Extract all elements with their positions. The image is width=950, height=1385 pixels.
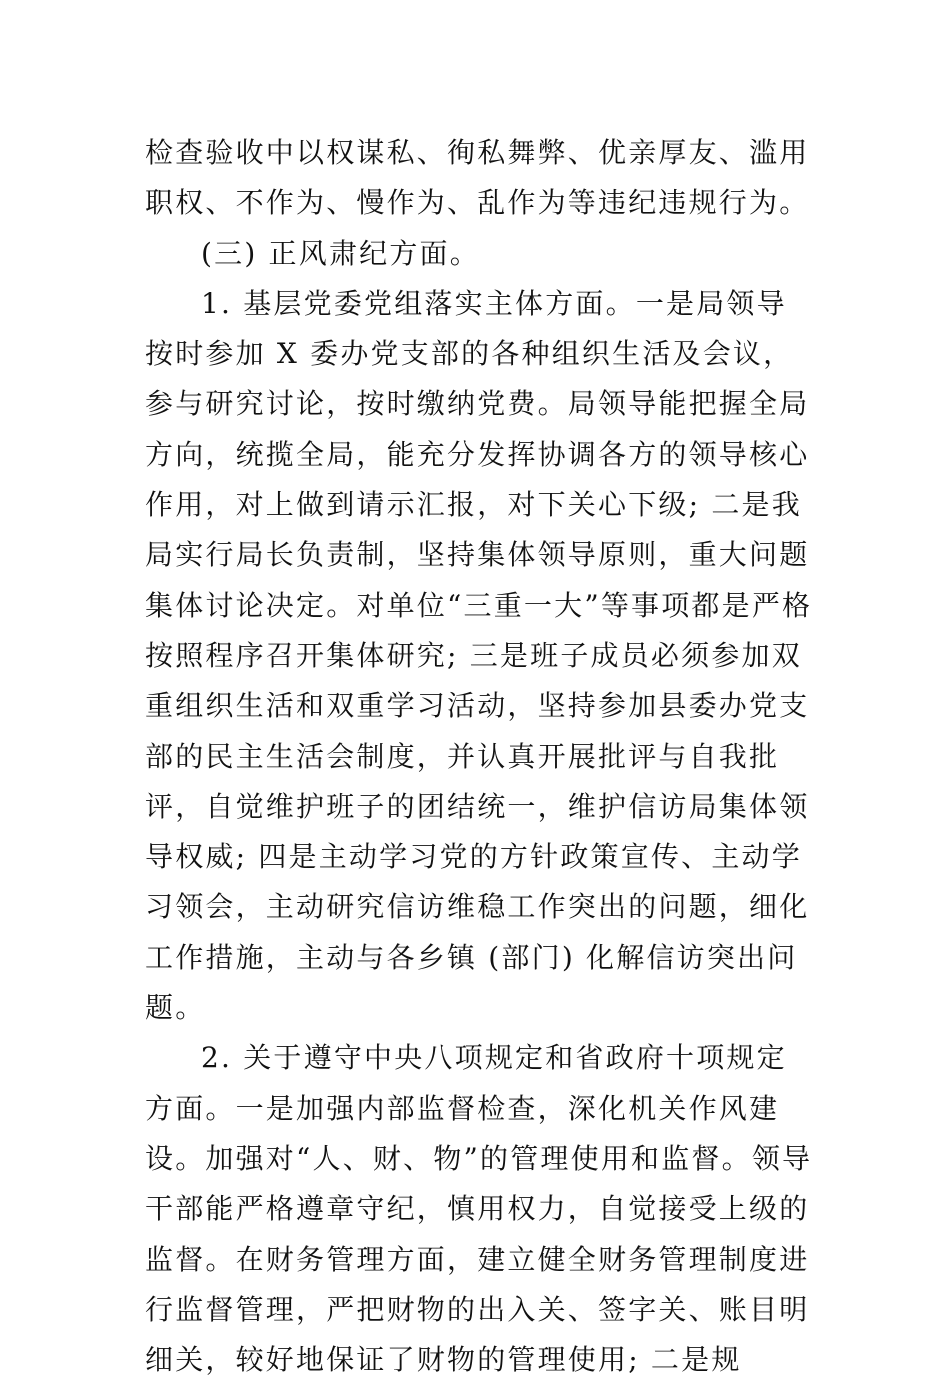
paragraph-item-2: 2. 关于遵守中央八项规定和省政府十项规定方面。一是加强内部监督检查，深化机关作风建设。加强对“人、财、物”的管理使用和监督。领导干部能严格遵章守纪，慎用权力，自觉接受上级的监督。在财务管理方面，建立健全财务管理制度进行监督管理，严把财物的出入关、签字关、账目明细关，较好地保证了财物的管理使用; 二是规: [145, 1041, 813, 1377]
section-heading: (三) 正风肃纪方面。: [201, 236, 480, 270]
document-body: [145, 128, 813, 1385]
paragraph-continuation: 检查验收中以权谋私、徇私舞弊、优亲厚友、滥用职权、不作为、慢作为、乱作为等违纪违规行为。: [145, 136, 810, 220]
paragraph-item-1: 1. 基层党委党组落实主体方面。一是局领导按时参加 X 委办党支部的各种组织生活及会议，参与研究讨论，按时缴纳党费。局领导能把握全局方向，统揽全局，能充分发挥协调各方的领导核心作用，对上做到请示汇报，对下关心下级; 二是我局实行局长负责制，坚持集体领导原则，重大问题集体讨论决定。对单位“三重一大”等事项都是严格按照程序召开集体研究; 三是班子成员必须参加双重组织生活和双重学习活动，坚持参加县委办党支部的民主生活会制度，并认真开展批评与自我批评，自觉维护班子的团结统一，维护信访局集体领导权威; 四是主动学习党的方针政策宣传、主动学习领会，主动研究信访维稳工作突出的问题，细化工作措施，主动与各乡镇 (部门) 化解信访突出问题。: [145, 286, 813, 1025]
